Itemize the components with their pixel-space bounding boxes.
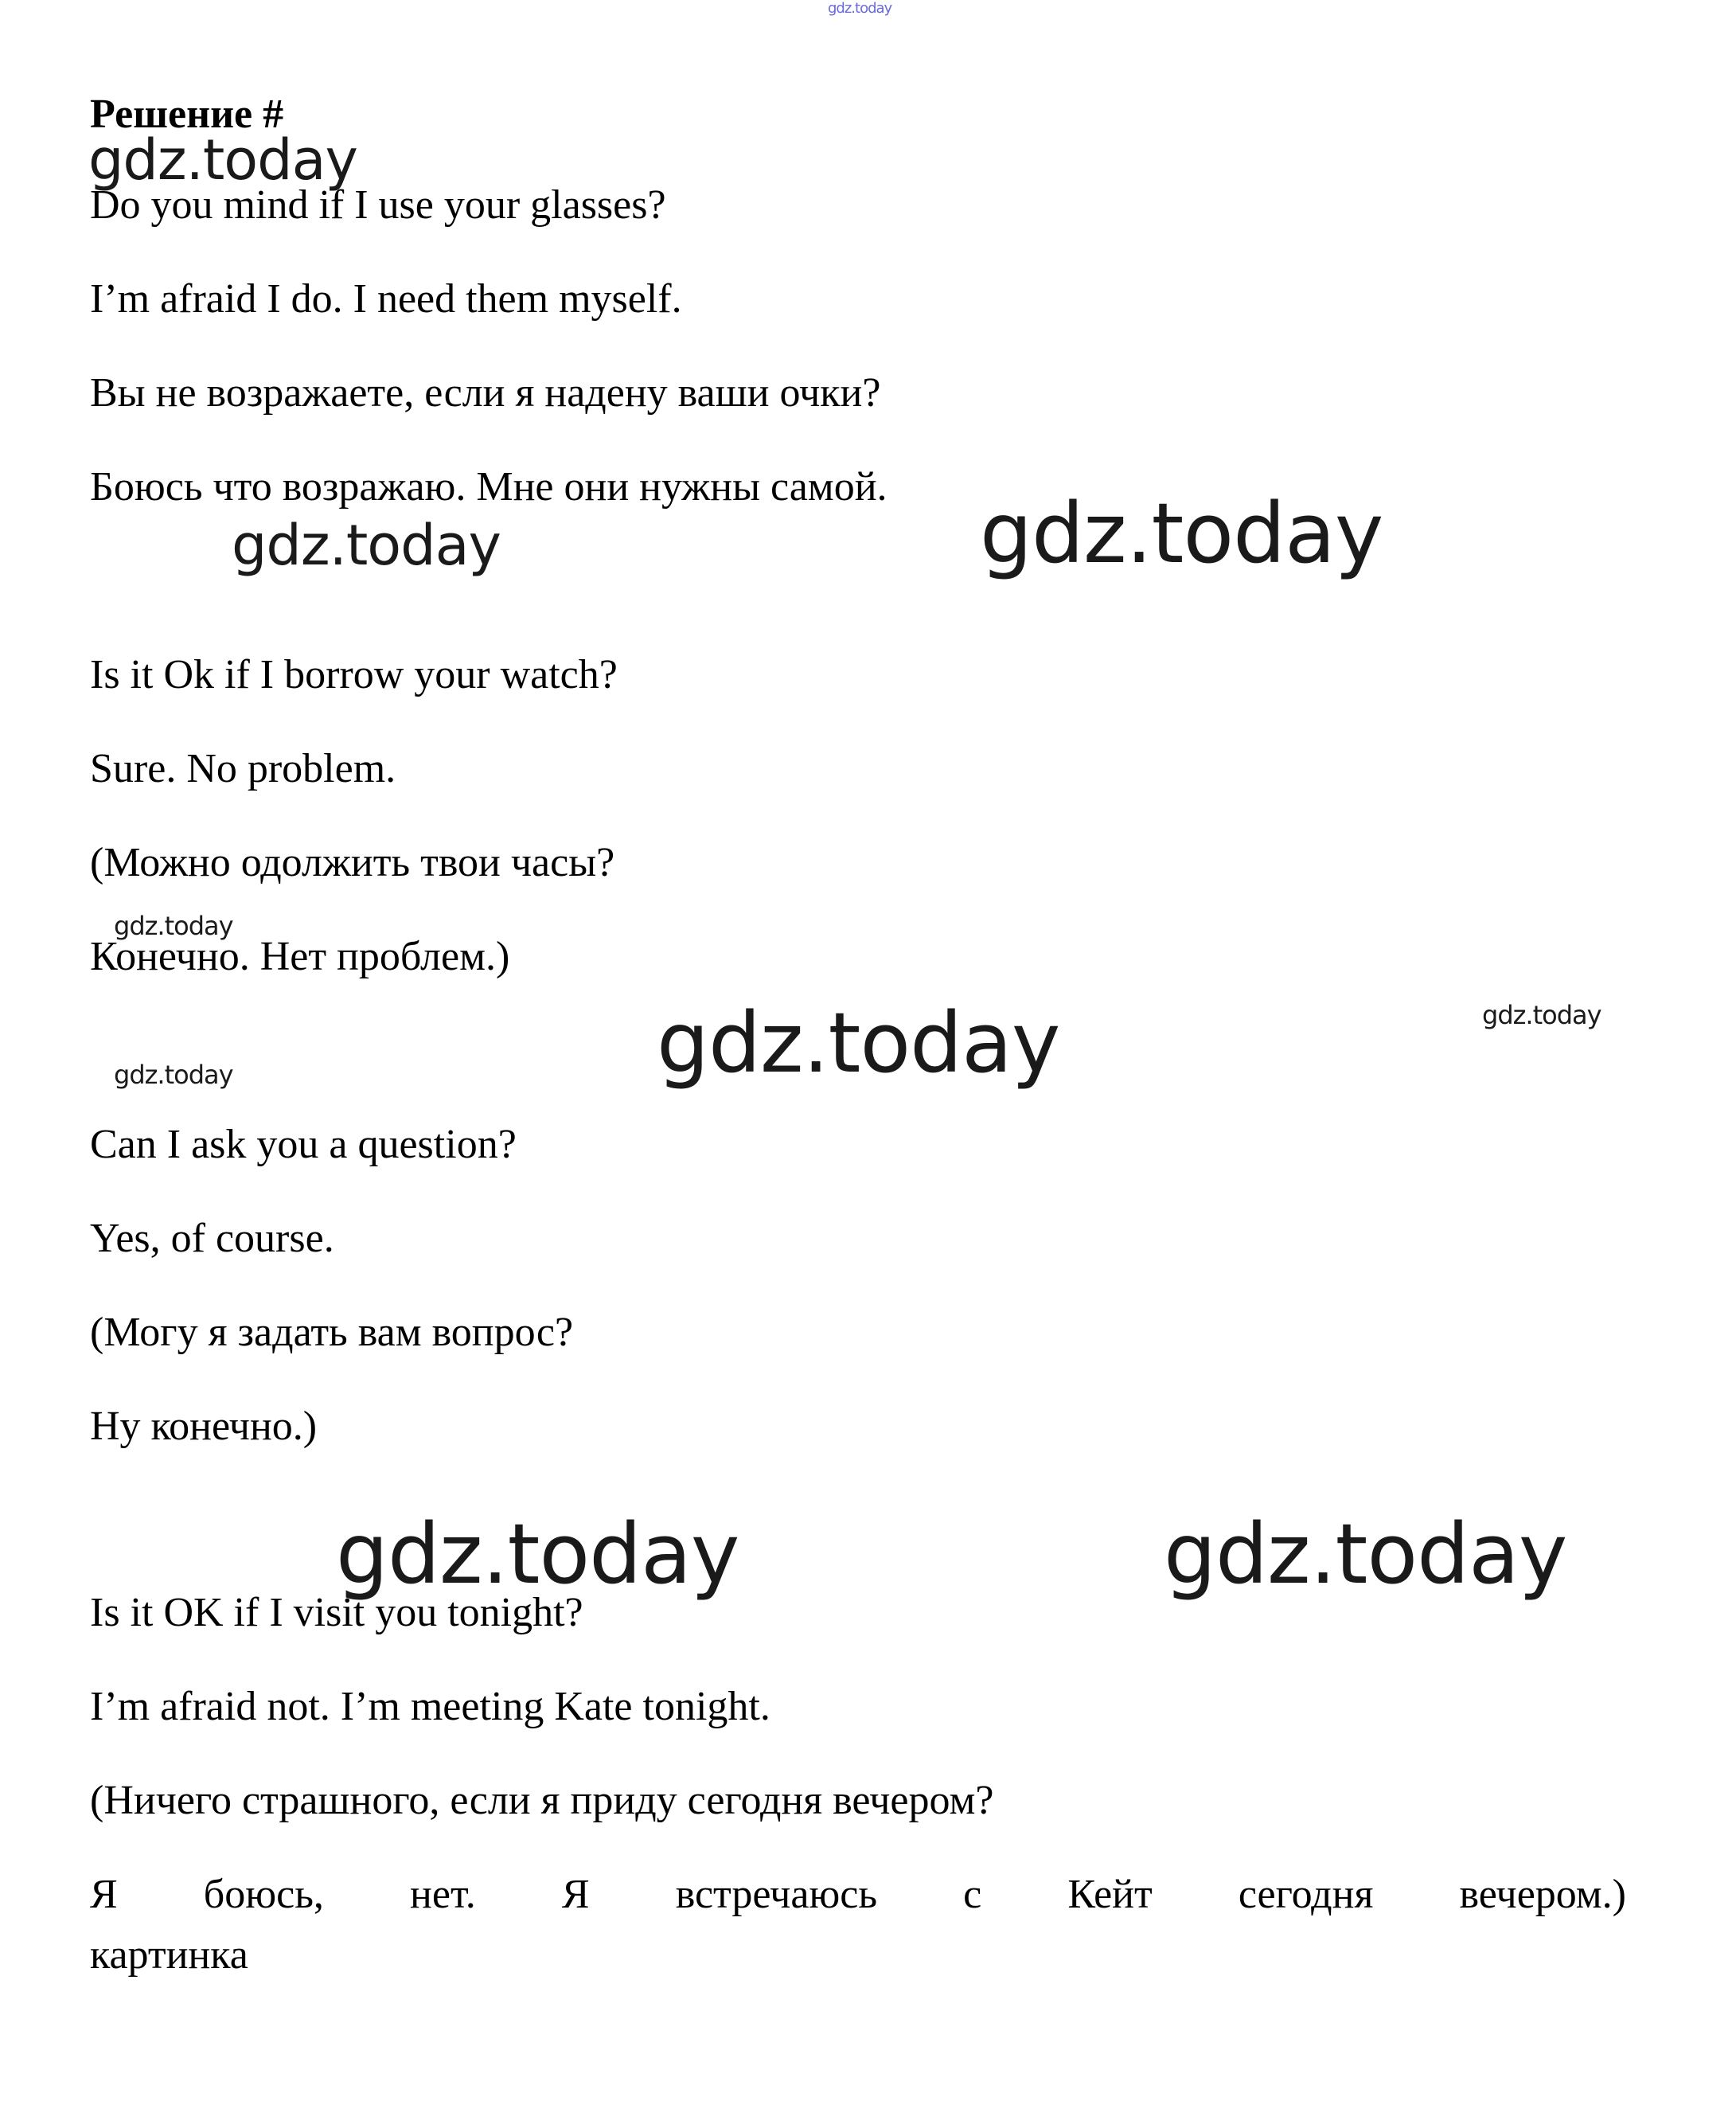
dialogue-line: (Ничего страшного, если я приду сегодня вечером?: [90, 1778, 994, 1823]
dialogue-line: (Могу я задать вам вопрос?: [90, 1310, 574, 1355]
dialogue-line: Do you mind if I use your glasses?: [90, 182, 666, 228]
dialogue-line: Вы не возражаете, если я надену ваши очки?: [90, 370, 881, 416]
dialogue-line: Is it OK if I visit you tonight?: [90, 1590, 583, 1635]
dialogue-line: I’m afraid not. I’m meeting Kate tonight.: [90, 1684, 770, 1729]
dialogue-line: Can I ask you a question?: [90, 1122, 517, 1167]
watermark: gdz.today: [114, 1060, 233, 1090]
dialogue-line: I’m afraid I do. I need them myself.: [90, 276, 682, 322]
dialogue-line: Is it Ok if I borrow your watch?: [90, 652, 618, 697]
watermark: gdz.today: [336, 1505, 739, 1603]
dialogue-line: Конечно. Нет проблем.): [90, 934, 510, 979]
dialogue-line: Ну конечно.): [90, 1404, 318, 1449]
dialogue-line: Я боюсь, нет. Я встречаюсь с Кейт сегодня вечером.): [90, 1872, 1626, 1917]
dialogue-line: (Можно одолжить твои часы?: [90, 840, 615, 885]
watermark: gdz.today: [980, 485, 1383, 582]
dialogue-line: Yes, of course.: [90, 1216, 334, 1261]
image-placeholder-text: картинка: [90, 1932, 248, 1978]
watermark: gdz.today: [657, 994, 1060, 1092]
watermark: gdz.today: [88, 127, 357, 193]
watermark: gdz.today: [114, 911, 233, 941]
top-watermark: gdz.today: [828, 0, 892, 17]
dialogue-line: Боюсь что возражаю. Мне они нужны самой.: [90, 464, 888, 510]
watermark: gdz.today: [1164, 1505, 1567, 1603]
dialogue-line: Sure. No problem.: [90, 746, 396, 791]
watermark: gdz.today: [232, 513, 501, 578]
watermark: gdz.today: [1482, 1000, 1601, 1030]
solution-heading: Решение #: [90, 92, 284, 137]
